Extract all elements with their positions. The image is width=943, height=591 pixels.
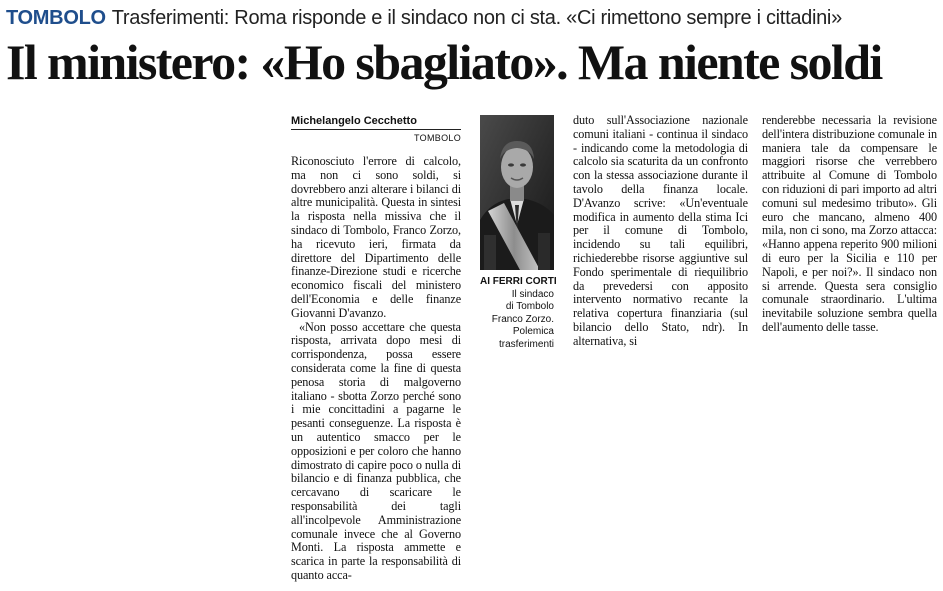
mayor-photo — [480, 115, 554, 270]
photo-caption — [480, 276, 557, 352]
article-column-1 — [291, 155, 461, 583]
headline: Il ministero: «Ho sbagliato». Ma niente soldi — [6, 34, 882, 90]
byline-dateline: TOMBOLO — [414, 133, 461, 143]
article-paragraph: renderebbe necessaria la revisione dell'intera distribuzione comunale in maniera tale da compensare le maggiori risorse che verrebbero attribuite al Comune di Tombolo con riduzioni di pari importo ad altri comuni sul medesimo tributo». Gli euro che mancano, almeno 400 mila, non ci sono, ma Zorzo attacca: «Hanno appena reperito 900 milioni di euro per la Sicilia e 110 per Napoli, e per noi?». Il sindaco non si arrende. Questa sera consiglio comunale straordinario. L'ultima inevitabile soluzione sembra quella dell'aumento delle tasse. — [762, 113, 937, 334]
byline — [291, 115, 461, 145]
caption-line: Il sindaco — [511, 288, 554, 300]
section-place: TOMBOLO — [6, 7, 106, 29]
caption-line: di Tombolo — [505, 301, 554, 313]
article-column-3 — [762, 114, 937, 335]
kicker-subtitle: Trasferimenti: Roma risponde e il sindaco non ci sta. «Ci rimettono sempre i cittadini» — [111, 7, 842, 29]
kicker — [6, 6, 941, 30]
caption-title: AI FERRI CORTI — [480, 276, 557, 287]
caption-line: trasferimenti — [498, 338, 554, 350]
article-paragraph: Riconosciuto l'errore di calcolo, ma non ci sono soldi, si dovrebbero anzi alterare i bilanci di altre municipalità. Questa in sintesi la risposta nella missiva che il sindaco di Tombolo, Franco Zorzo, ha ricevuto ieri, firmata da direttore del Dipartimento delle finanze-Direzione studi e ricerche economico fiscali del ministero dell'Economia e delle finanze Giovanni D'avanzo. — [291, 154, 461, 320]
caption-line: Franco Zorzo. — [491, 313, 554, 325]
byline-author: Michelangelo Cecchetto — [291, 115, 461, 130]
caption-line: Polemica — [512, 326, 554, 338]
article-paragraph: «Non posso accettare che questa risposta, arrivata dopo mesi di corrispondenza, possa essere considerata come la fine di questa penosa storia di malgoverno italiano - sbotta Zorzo perché sono i mie concittadini a pagarne le pesanti conseguenze. La risposta è un autentico smacco per le opposizioni e per coloro che hanno dimostrato di capire poco o nulla di bilancio e di finanza pubblica, che cercavano di scaricare le responsabilità dei tagli all'incolpevole Amministrazione comunale invece che al Governo Monti. La risposta ammette e scarica in parte la responsabilità di quanto acca- — [291, 319, 461, 582]
article-paragraph: duto sull'Associazione nazionale comuni italiani - continua il sindaco - indicando come la metodologia di calcolo sia scaturita da un confronto con la stessa associazione durante il tavolo della finanza locale. D'Avanzo scrive: «Un'eventuale modifica in aumento della stima Ici per il comune di Tombolo, incidendo su tali equilibri, richiederebbe risorse aggiuntive sul Fondo sperimentale di riequilibrio da prevedersi con apposito intervento normativo recante la relativa copertura finanziaria (sul bilancio dello Stato, ndr). In alternativa, si — [573, 113, 748, 348]
article-column-2 — [573, 114, 748, 349]
mayor-portrait-illustration — [480, 115, 554, 270]
